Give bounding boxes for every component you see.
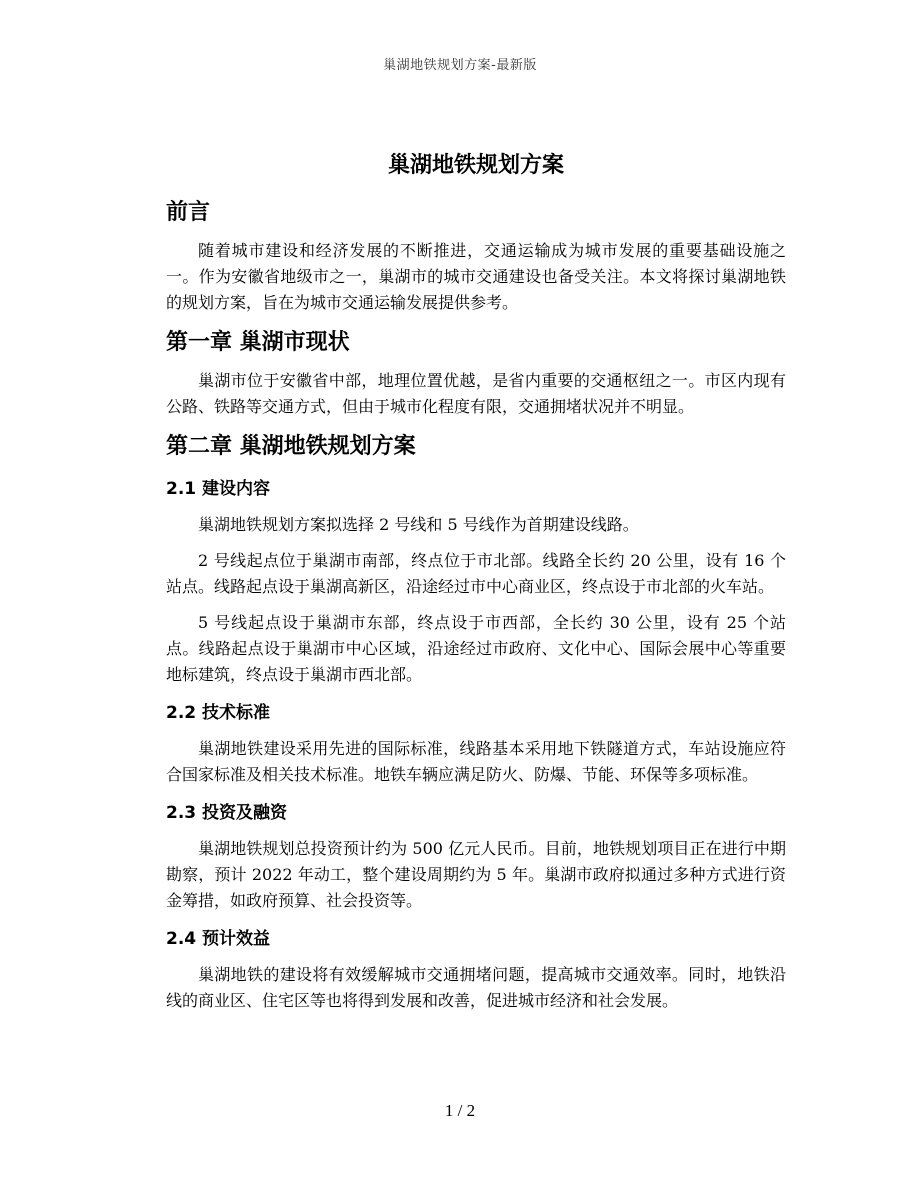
preface-heading: 前言 [166, 200, 211, 225]
preface-paragraph: 随着城市建设和经济发展的不断推进，交通运输成为城市发展的重要基础设施之一。作为安徽省地级市之一，巢湖市的城市交通建设也备受关注。本文将探讨巢湖地铁的规划方案，旨在为城市交通运输发展提供参考。 [166, 241, 786, 312]
section-2-2-heading: 2.2 技术标准 [166, 703, 271, 723]
section-2-3-paragraph: 巢湖地铁规划总投资预计约为 500 亿元人民币。目前，地铁规划项目正在进行中期勘察，预计 2022 年动工，整个建设周期约为 5 年。巢湖市政府拟通过多种方式进行资金筹措，如政府预算、社会投资等。 [166, 839, 786, 910]
document-body [166, 138, 786, 1024]
chapter1-heading: 第一章 巢湖市现状 [166, 330, 350, 355]
chapter2-heading: 第二章 巢湖地铁规划方案 [166, 434, 416, 459]
running-header: 巢湖地铁规划方案-最新版 [383, 58, 537, 73]
section-2-3-heading: 2.3 投资及融资 [166, 803, 288, 823]
page-number: 1 / 2 [444, 1101, 476, 1120]
document-title: 巢湖地铁规划方案 [387, 153, 564, 178]
section-2-4-paragraph: 巢湖地铁的建设将有效缓解城市交通拥堵问题，提高城市交通效率。同时，地铁沿线的商业区、住宅区等也将得到发展和改善，促进城市经济和社会发展。 [166, 965, 786, 1010]
section-2-1-paragraph: 巢湖地铁规划方案拟选择 2 号线和 5 号线作为首期建设线路。 [198, 515, 639, 534]
section-2-1-paragraph: 5 号线起点设于巢湖市东部，终点设于市西部，全长约 30 公里，设有 25 个站点。线路起点设于巢湖市中心区域，沿途经过市政府、文化中心、国际会展中心等重要地标建筑，终点设于巢湖市西北部。 [166, 613, 786, 684]
chapter1-paragraph: 巢湖市位于安徽省中部，地理位置优越，是省内重要的交通枢纽之一。市区内现有公路、铁路等交通方式，但由于城市化程度有限，交通拥堵状况并不明显。 [166, 371, 786, 416]
section-2-1-paragraph: 2 号线起点位于巢湖市南部，终点位于市北部。线路全长约 20 公里，设有 16 个站点。线路起点设于巢湖高新区，沿途经过市中心商业区，终点设于市北部的火车站。 [166, 551, 786, 596]
section-2-4-heading: 2.4 预计效益 [166, 929, 271, 949]
section-2-1-heading: 2.1 建设内容 [166, 479, 271, 499]
section-2-2-paragraph: 巢湖地铁建设采用先进的国际标准，线路基本采用地下铁隧道方式，车站设施应符合国家标准及相关技术标准。地铁车辆应满足防火、防爆、节能、环保等多项标准。 [166, 739, 786, 784]
